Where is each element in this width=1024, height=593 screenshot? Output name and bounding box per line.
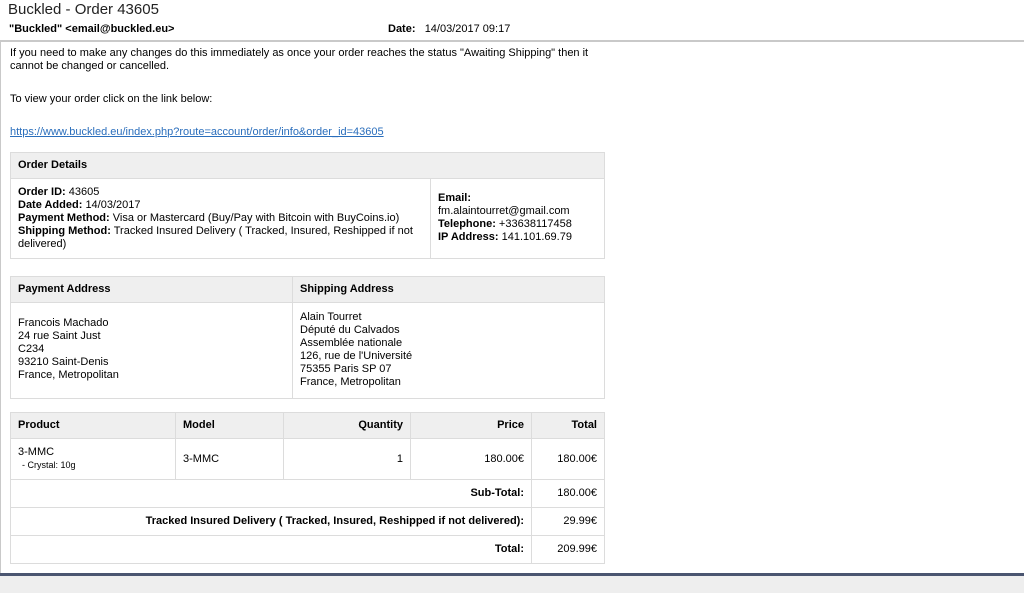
contact-info-cell: [431, 179, 605, 259]
sender: [9, 23, 174, 35]
ip-address: 141.101.69.79: [501, 231, 572, 243]
order-id: 43605: [68, 186, 100, 198]
payment-address-line: 24 rue Saint Just: [18, 330, 101, 342]
product-name: 3-MMC: [18, 446, 55, 458]
shipping-method-label: Shipping Method:: [18, 225, 111, 237]
payment-method-label: Payment Method:: [18, 212, 110, 224]
left-border: [0, 40, 1, 573]
product-model: 3-MMC: [176, 439, 284, 480]
customer-email: fm.alaintourret@gmail.com: [438, 205, 570, 217]
total-row: [11, 536, 605, 564]
bottom-area: [0, 576, 1024, 593]
subtotal-value: 180.00€: [532, 480, 605, 508]
shipping-address: [293, 303, 605, 399]
payment-address-line: Francois Machado: [18, 317, 109, 329]
col-product: Product: [11, 413, 176, 439]
product-price: 180.00€: [411, 439, 532, 480]
email-body: [10, 47, 610, 139]
date-value: 14/03/2017 09:17: [424, 23, 511, 35]
col-price: Price: [411, 413, 532, 439]
total-label: Total:: [11, 536, 532, 564]
payment-address-line: 93210 Saint-Denis: [18, 356, 109, 368]
subtotal-label: Sub-Total:: [11, 480, 532, 508]
payment-address-heading: Payment Address: [11, 277, 293, 303]
payment-address-line: C234: [18, 343, 45, 355]
shipping-address-heading: Shipping Address: [293, 277, 605, 303]
product-option: - Crystal: 10g: [22, 460, 76, 470]
shipping-method: Tracked Insured Delivery ( Tracked, Insured, Reshipped if not delivered): [18, 225, 413, 250]
date-added-label: Date Added:: [18, 199, 83, 211]
email-label: Email:: [438, 192, 472, 204]
delivery-value: 29.99€: [532, 508, 605, 536]
date-label: Date:: [388, 23, 416, 35]
product-quantity: 1: [284, 439, 411, 480]
sender-address: <email@buckled.eu>: [65, 23, 175, 35]
ip-label: IP Address:: [438, 231, 499, 243]
total-value: 209.99€: [532, 536, 605, 564]
order-id-label: Order ID:: [18, 186, 66, 198]
header-divider: [0, 40, 1024, 42]
sender-name: "Buckled": [9, 23, 63, 35]
subtotal-row: [11, 480, 605, 508]
delivery-row: [11, 508, 605, 536]
order-info-cell: [11, 179, 431, 259]
col-model: Model: [176, 413, 284, 439]
shipping-address-line: France, Metropolitan: [300, 376, 401, 388]
order-details-heading: Order Details: [11, 153, 605, 179]
intro-text: If you need to make any changes do this immediately as once your order reaches the status "Awaiting Shipping" then it cannot be changed or cancelled.: [10, 47, 589, 72]
email-date: [388, 23, 510, 35]
payment-address-line: France, Metropolitan: [18, 369, 119, 381]
telephone-label: Telephone:: [438, 218, 496, 230]
telephone: +33638117458: [498, 218, 572, 230]
shipping-address-line: 126, rue de l'Université: [300, 350, 413, 362]
col-total: Total: [532, 413, 605, 439]
delivery-label: Tracked Insured Delivery ( Tracked, Insured, Reshipped if not delivered):: [11, 508, 532, 536]
payment-method: Visa or Mastercard (Buy/Pay with Bitcoin with BuyCoins.io): [112, 212, 400, 224]
date-added: 14/03/2017: [85, 199, 141, 211]
view-order-text: To view your order click on the link below:: [10, 93, 213, 105]
product-row: [11, 439, 605, 480]
product-name-cell: [11, 439, 176, 480]
shipping-address-line: Député du Calvados: [300, 324, 400, 336]
address-table: [10, 276, 605, 399]
order-link[interactable]: https://www.buckled.eu/index.php?route=account/order/info&order_id=43605: [10, 126, 384, 138]
col-quantity: Quantity: [284, 413, 411, 439]
shipping-address-line: 75355 Paris SP 07: [300, 363, 392, 375]
order-details-table: [10, 152, 605, 259]
payment-address: [11, 303, 293, 399]
shipping-address-line: Assemblée nationale: [300, 337, 403, 349]
shipping-address-line: Alain Tourret: [300, 311, 362, 323]
product-total: 180.00€: [532, 439, 605, 480]
products-table: [10, 412, 605, 564]
email-subject: Buckled - Order 43605: [8, 1, 159, 18]
